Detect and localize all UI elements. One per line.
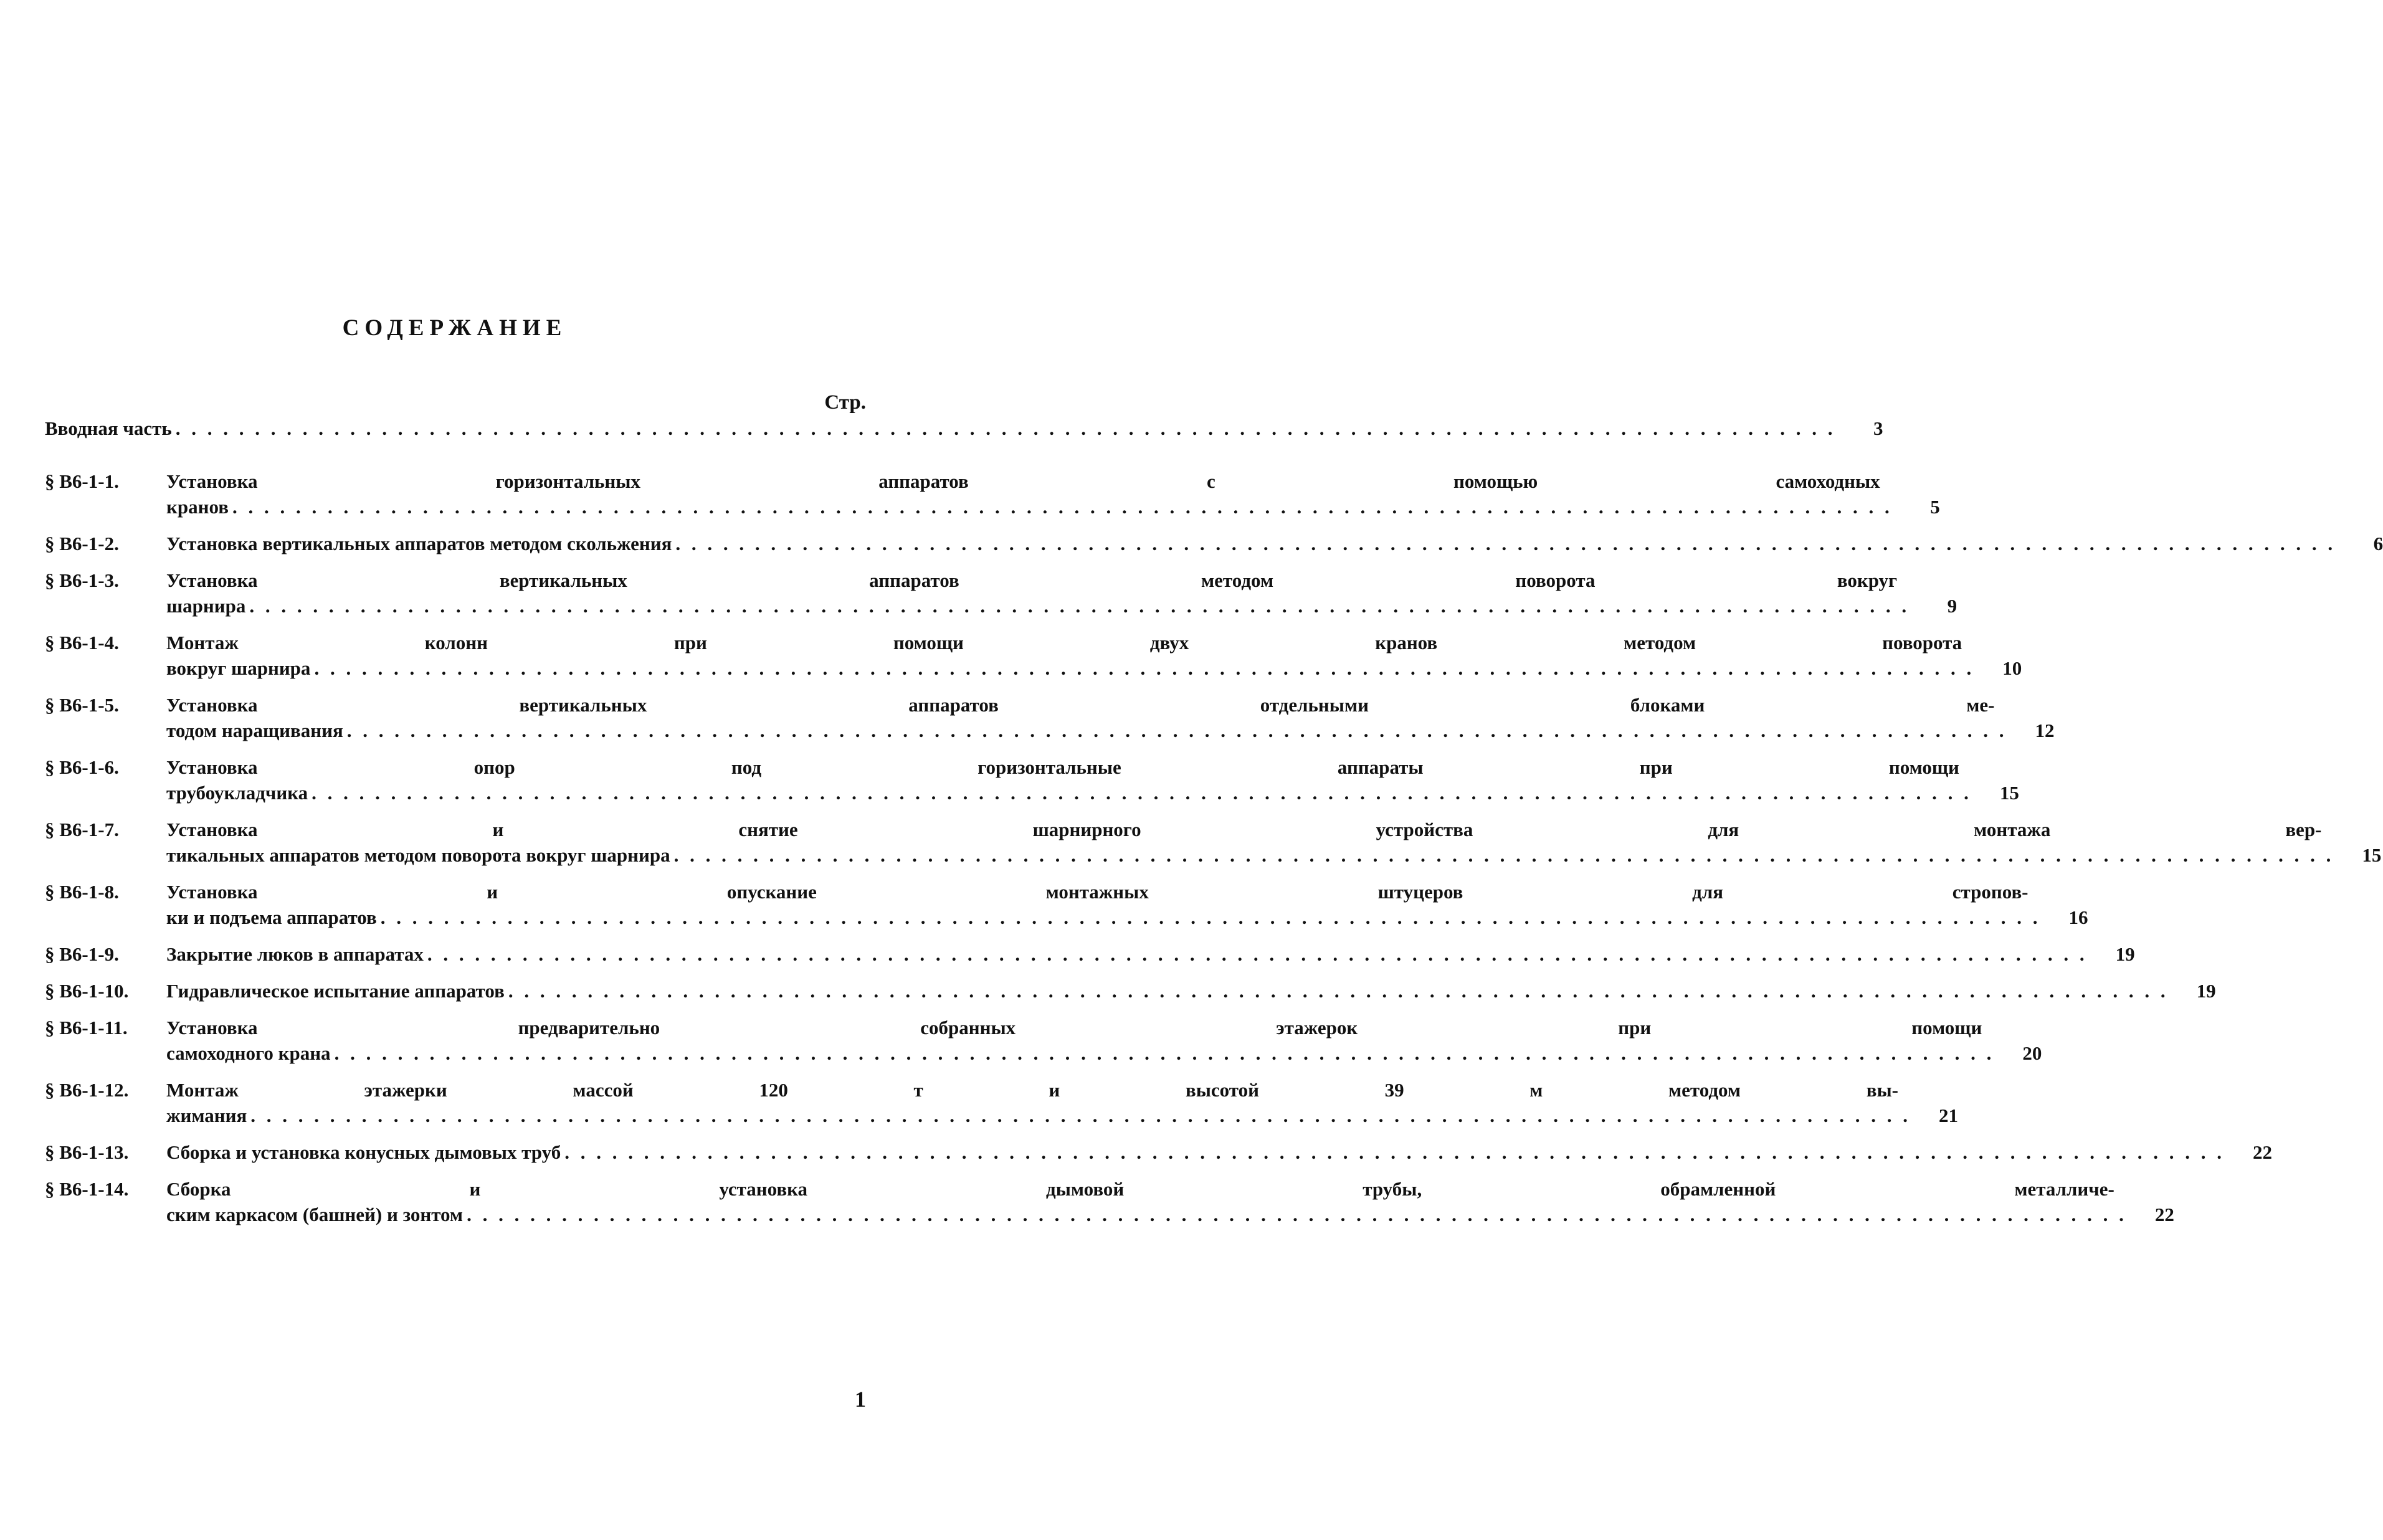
leader-dots [176, 416, 1836, 441]
leader-dots [564, 1139, 2225, 1165]
toc-entry-title-end: тикальных аппаратов методом поворота вокруг шарнира [166, 844, 670, 866]
toc-entry-body [166, 941, 2135, 967]
page-title: СОДЕРЖАНИЕ [342, 315, 568, 341]
toc-entry-last-line [166, 842, 2381, 868]
toc-entry-page: 19 [2196, 980, 2216, 1002]
toc-entry-page: 19 [2115, 943, 2135, 965]
toc-entry-body [166, 531, 2383, 556]
toc-entry-last-line [166, 1103, 1958, 1128]
toc-entry-page: 6 [2373, 533, 2383, 554]
toc-entry-page: 22 [2252, 1141, 2272, 1163]
toc-entry-last-line [166, 978, 2216, 1004]
toc-entry-title-end: шарнира [166, 595, 246, 617]
toc-intro-label: Вводная часть [45, 417, 172, 439]
toc-entry-title-end: ки и подъема аппаратов [166, 906, 377, 928]
toc-entry-body [166, 468, 1940, 520]
leader-dots [314, 655, 1974, 681]
toc-entry-page: 5 [1930, 496, 1940, 518]
toc-entry [45, 941, 2135, 967]
leader-dots [232, 494, 1893, 520]
toc-entry-last-line [166, 593, 1957, 619]
toc-entry-number: § В6-1-7. [45, 819, 119, 840]
toc-entry [45, 754, 2019, 806]
toc-entry [45, 978, 2216, 1004]
toc-entry [45, 1139, 2272, 1165]
toc-entry [45, 879, 2088, 930]
toc-entry-title-line: Сборка и установка дымовой трубы, обрамленной металличе- [166, 1178, 2114, 1200]
toc-entry [45, 1015, 2042, 1066]
toc-entry-title-end: самоходного крана [166, 1042, 331, 1064]
toc-entry-title-line: Монтаж колонн при помощи двух кранов методом поворота [166, 632, 1962, 654]
toc-entry [45, 817, 2382, 868]
toc-entry-last-line [166, 531, 2383, 556]
toc-entry-page: 16 [2068, 906, 2088, 928]
leader-dots [427, 941, 2088, 967]
leader-dots [249, 593, 1910, 619]
toc-intro-page: 3 [1873, 417, 1883, 439]
leader-dots [674, 842, 2334, 868]
toc-entry-number: § В6-1-5. [45, 694, 119, 716]
toc-entry-body [166, 879, 2088, 930]
toc-intro-row [45, 416, 1883, 441]
leader-dots [508, 978, 2169, 1004]
toc-entry-body [166, 692, 2055, 743]
toc-entry-body [166, 1077, 1958, 1128]
toc-entry-last-line [166, 718, 2055, 743]
toc-entry-title-end: жимания [166, 1105, 247, 1126]
toc-entry-number: § В6-1-2. [45, 533, 119, 554]
toc-entry-page: 21 [1939, 1105, 1958, 1126]
toc-entry-body [166, 1139, 2272, 1165]
toc-entry-body [166, 817, 2381, 868]
page-column-header: Стр. [824, 391, 866, 414]
toc-entry-last-line [166, 494, 1940, 520]
toc-entry-title-line: Установка вертикальных аппаратов отдельными блоками ме- [166, 694, 1995, 716]
toc-entry-body [166, 978, 2216, 1004]
toc-entry-title-line: Установка опор под горизонтальные аппараты при помощи [166, 756, 1959, 778]
toc-entry-body [166, 630, 2022, 681]
toc-entry [45, 692, 2055, 743]
toc-entry-number: § В6-1-9. [45, 943, 119, 965]
toc-entry-title-line: Установка горизонтальных аппаратов с помощью самоходных [166, 470, 1880, 492]
toc-entry [45, 568, 1957, 619]
leader-dots [467, 1202, 2127, 1227]
toc-entry [45, 1077, 1958, 1128]
toc-entry-page: 15 [1999, 782, 2019, 804]
toc-entry-title-end: Закрытие люков в аппаратах [166, 943, 424, 965]
toc-entry-title-end: тодом наращивания [166, 720, 343, 741]
toc-entry-number: § В6-1-12. [45, 1079, 129, 1101]
toc-entry-last-line [166, 941, 2135, 967]
toc-entry-number: § В6-1-4. [45, 632, 119, 654]
toc-entry-title-line: Установка предварительно собранных этажерок при помощи [166, 1017, 1982, 1039]
toc-entry-page: 12 [2035, 720, 2055, 741]
toc-entry-title-end: Гидравлическое испытание аппаратов [166, 980, 505, 1002]
toc-entry-last-line [166, 655, 2022, 681]
toc-entry-page: 10 [2002, 657, 2022, 679]
toc-entry [45, 468, 1940, 520]
leader-dots [312, 780, 1972, 806]
toc-entry-title-line: Установка и опускание монтажных штуцеров для стропов- [166, 881, 2029, 903]
toc-entry-last-line [166, 780, 2019, 806]
toc-entry-title-line: Монтаж этажерки массой 120 т и высотой 39 м методом вы- [166, 1079, 1898, 1101]
toc-entry-title-end: трубоукладчика [166, 782, 308, 804]
toc-entry-title-end: кранов [166, 496, 229, 518]
leader-dots [347, 718, 2007, 743]
toc-entry-number: § В6-1-13. [45, 1141, 129, 1163]
toc-entry-page: 22 [2154, 1204, 2174, 1225]
toc-entry-number: § В6-1-11. [45, 1017, 128, 1039]
toc-entry-number: § В6-1-3. [45, 569, 119, 591]
toc-entry-title-line: Установка вертикальных аппаратов методом поворота вокруг [166, 569, 1898, 591]
toc-entry-body [166, 1176, 2174, 1227]
toc-entry-title-line: Установка и снятие шарнирного устройства для монтажа вер- [166, 819, 2322, 840]
leader-dots [675, 531, 2336, 556]
toc-entry-title-end: вокруг шарнира [166, 657, 311, 679]
toc-entry-number: § В6-1-8. [45, 881, 119, 903]
toc-entry-last-line [166, 905, 2088, 930]
toc-entry-number: § В6-1-1. [45, 470, 119, 492]
toc-entry-number: § В6-1-14. [45, 1178, 129, 1200]
toc-entry-last-line [166, 1139, 2272, 1165]
toc-entry-last-line [166, 1040, 2042, 1066]
toc-entry-page: 20 [2022, 1042, 2042, 1064]
toc-entry-title-end: Сборка и установка конусных дымовых труб [166, 1141, 561, 1163]
leader-dots [250, 1103, 1911, 1128]
table-of-contents [45, 416, 2383, 1238]
toc-entry-title-end: ским каркасом (башней) и зонтом [166, 1204, 464, 1225]
toc-entry-last-line [166, 1202, 2174, 1227]
toc-entry-body [166, 1015, 2042, 1066]
leader-dots [381, 905, 2041, 930]
toc-entry [45, 531, 2383, 556]
toc-entry [45, 630, 2022, 681]
toc-entry-body [166, 754, 2019, 806]
footer-page-number: 1 [855, 1387, 866, 1412]
toc-entry-body [166, 568, 1957, 619]
leader-dots [335, 1040, 1995, 1066]
toc-entry-number: § В6-1-10. [45, 980, 129, 1002]
toc-entries [45, 468, 2383, 1227]
toc-entry-title-end: Установка вертикальных аппаратов методом скольжения [166, 533, 672, 554]
toc-entry-page: 9 [1947, 595, 1957, 617]
toc-entry-number: § В6-1-6. [45, 756, 119, 778]
toc-entry [45, 1176, 2174, 1227]
toc-entry-page: 15 [2362, 844, 2382, 866]
